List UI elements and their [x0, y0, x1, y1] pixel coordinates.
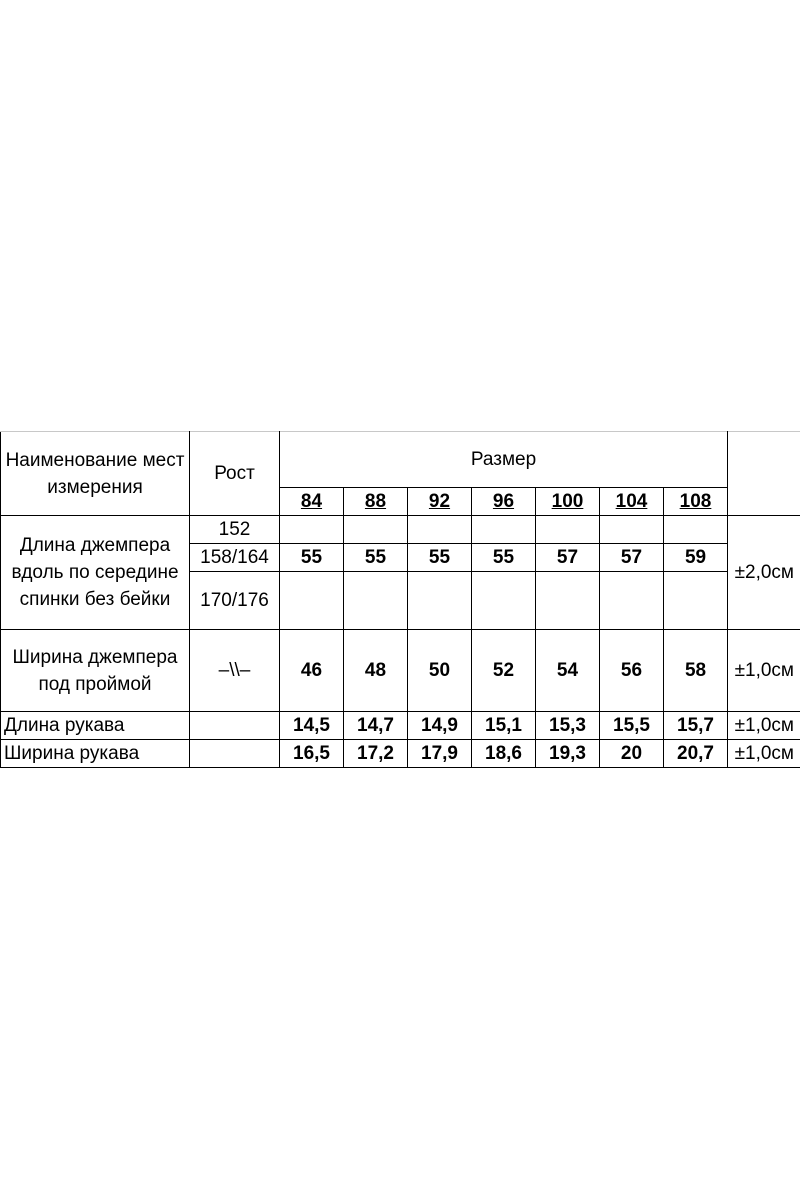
height-170-176: 170/176	[190, 572, 280, 630]
jumper-width-label: Ширина джемпера под проймой	[1, 630, 190, 712]
sleeve-width-row	[1, 740, 800, 768]
sleeve-width-value: 17,2	[344, 740, 408, 768]
empty-cell	[664, 572, 728, 630]
size-header: Размер	[280, 432, 728, 488]
height-158-164: 158/164	[190, 544, 280, 572]
jumper-width-value: 46	[280, 630, 344, 712]
height-152: 152	[190, 516, 280, 544]
empty-cell	[536, 572, 600, 630]
sleeve-width-value: 20,7	[664, 740, 728, 768]
jumper-width-value: 56	[600, 630, 664, 712]
jumper-length-value: 55	[344, 544, 408, 572]
sleeve-length-value: 14,5	[280, 712, 344, 740]
height-header: Рост	[190, 432, 280, 516]
empty-cell	[408, 516, 472, 544]
sleeve-length-value: 15,3	[536, 712, 600, 740]
size-92: 92	[408, 488, 472, 516]
jumper-length-value: 55	[408, 544, 472, 572]
empty-cell	[600, 516, 664, 544]
sleeve-length-value: 14,7	[344, 712, 408, 740]
size-chart-table	[0, 431, 800, 768]
size-88: 88	[344, 488, 408, 516]
empty-cell	[472, 516, 536, 544]
empty-cell	[600, 572, 664, 630]
size-84: 84	[280, 488, 344, 516]
empty-cell	[472, 572, 536, 630]
jumper-length-tolerance: ±2,0см	[728, 516, 800, 630]
jumper-length-value: 57	[536, 544, 600, 572]
jumper-width-tolerance: ±1,0см	[728, 630, 800, 712]
empty-cell	[664, 516, 728, 544]
jumper-length-value: 55	[280, 544, 344, 572]
empty-cell	[280, 516, 344, 544]
tolerance-header-empty	[728, 432, 800, 516]
jumper-width-value: 50	[408, 630, 472, 712]
jumper-width-row	[1, 630, 800, 712]
jumper-length-label: Длина джемпера вдоль по середине спинки без бейки	[1, 516, 190, 630]
jumper-length-row-152	[1, 516, 800, 544]
empty-cell	[408, 572, 472, 630]
jumper-width-value: 48	[344, 630, 408, 712]
sleeve-length-value: 15,1	[472, 712, 536, 740]
measurement-place-header: Наименование мест измерения	[1, 432, 190, 516]
empty-cell	[536, 516, 600, 544]
jumper-length-value: 57	[600, 544, 664, 572]
jumper-width-value: 54	[536, 630, 600, 712]
sleeve-length-row	[1, 712, 800, 740]
sleeve-width-value: 16,5	[280, 740, 344, 768]
size-108: 108	[664, 488, 728, 516]
jumper-width-height-ditto: –\\–	[190, 630, 280, 712]
empty-cell	[190, 712, 280, 740]
jumper-length-value: 55	[472, 544, 536, 572]
jumper-width-value: 52	[472, 630, 536, 712]
sleeve-length-value: 15,7	[664, 712, 728, 740]
size-96: 96	[472, 488, 536, 516]
jumper-width-value: 58	[664, 630, 728, 712]
sleeve-width-value: 19,3	[536, 740, 600, 768]
jumper-length-value: 59	[664, 544, 728, 572]
sleeve-width-value: 18,6	[472, 740, 536, 768]
empty-cell	[190, 740, 280, 768]
empty-cell	[344, 516, 408, 544]
sleeve-width-tolerance: ±1,0см	[728, 740, 800, 768]
sleeve-length-label: Длина рукава	[1, 712, 190, 740]
sleeve-length-value: 14,9	[408, 712, 472, 740]
sleeve-width-value: 20	[600, 740, 664, 768]
empty-cell	[344, 572, 408, 630]
sleeve-width-label: Ширина рукава	[1, 740, 190, 768]
sleeve-width-value: 17,9	[408, 740, 472, 768]
sleeve-length-value: 15,5	[600, 712, 664, 740]
size-100: 100	[536, 488, 600, 516]
header-row	[1, 432, 800, 488]
size-104: 104	[600, 488, 664, 516]
empty-cell	[280, 572, 344, 630]
sleeve-length-tolerance: ±1,0см	[728, 712, 800, 740]
